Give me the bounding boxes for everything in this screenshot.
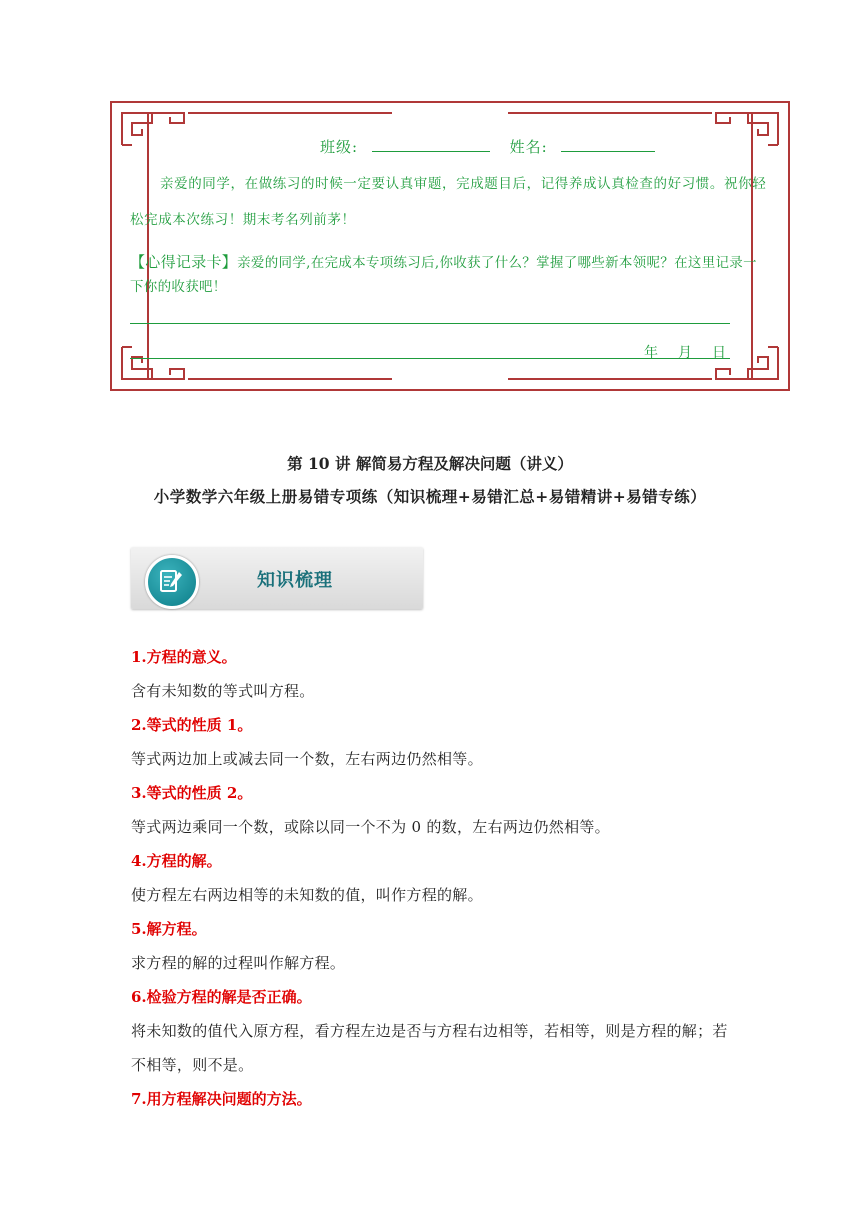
item-text: 将未知数的值代入原方程，看方程左边是否与方程右边相等，若相等，则是方程的解；若不相等，则不是。 [131, 1022, 728, 1074]
greeting-text: 亲爱的同学，在做练习的时候一定要认真审题，完成题目后，记得养成认真检查的好习惯。祝你轻松完成本次练习！期末考名列前茅！ [130, 176, 767, 228]
item-heading: 7.用方程解决问题的方法。 [131, 1090, 312, 1108]
item-text: 含有未知数的等式叫方程。 [131, 682, 315, 700]
item-text: 求方程的解的过程叫作解方程。 [131, 954, 346, 972]
record-line-1[interactable] [130, 323, 730, 324]
item-text: 等式两边加上或减去同一个数，左右两边仍然相等。 [131, 750, 483, 768]
year-label: 年 [644, 345, 660, 361]
banner-label: 知识梳理 [257, 570, 333, 591]
item-heading: 6.检验方程的解是否正确。 [131, 988, 312, 1006]
item-heading: 5.解方程。 [131, 920, 207, 938]
notepad-pencil-icon [145, 555, 199, 609]
month-label: 月 [678, 345, 694, 361]
class-name-row [320, 133, 655, 157]
item-text: 等式两边乘同一个数，或除以同一个不为 0 的数，左右两边仍然相等。 [131, 818, 610, 836]
item-heading: 2.等式的性质 1。 [131, 716, 253, 734]
name-label: 姓名: [509, 138, 548, 156]
record-card-text [130, 250, 770, 299]
lecture-subtitle: 小学数学六年级上册易错专项练（知识梳理+易错汇总+易错精讲+易错专练） [153, 487, 707, 506]
record-prompt: 亲爱的同学,在完成本专项练习后,你收获了什么？掌握了哪些新本领呢？在这里记录一下你的收获吧！ [130, 255, 757, 295]
day-label: 日 [712, 345, 728, 361]
class-field[interactable] [372, 133, 490, 152]
lecture-title: 第 10 讲 解简易方程及解决问题（讲义） [287, 454, 573, 473]
item-heading: 4.方程的解。 [131, 852, 222, 870]
item-heading: 1.方程的意义。 [131, 648, 237, 666]
date-row [626, 342, 728, 362]
knowledge-list [131, 640, 741, 1116]
item-text: 使方程左右两边相等的未知数的值，叫作方程的解。 [131, 886, 483, 904]
class-label: 班级: [320, 138, 359, 156]
note-card [110, 101, 790, 391]
record-tag: 【心得记录卡】 [130, 253, 238, 271]
name-field[interactable] [561, 133, 655, 152]
section-banner [131, 547, 423, 609]
item-heading: 3.等式的性质 2。 [131, 784, 253, 802]
